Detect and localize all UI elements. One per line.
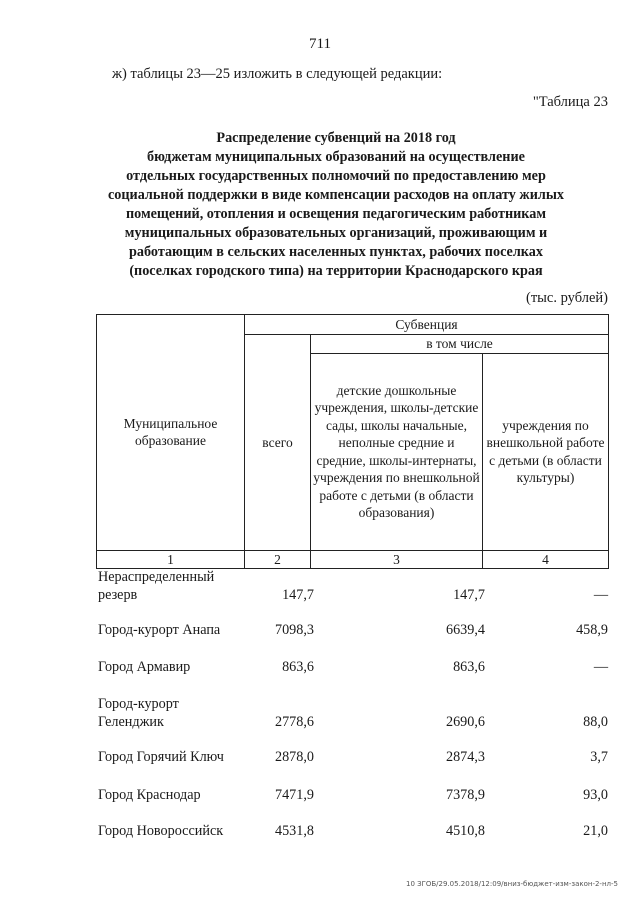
- row-name: Нераспределенный резерв: [98, 569, 215, 603]
- row-education: 863,6: [453, 659, 485, 675]
- header-education: детские дошкольные учреждения, школы-детские сады, школы начальные, неполные средние и средние, школы-интернаты, учреждения по внешкольной работе с детьми (в области образования): [311, 353, 483, 550]
- header-total: всего: [245, 335, 311, 551]
- row-total: 2778,6: [274, 714, 314, 730]
- row-total: 147,7: [282, 587, 314, 603]
- row-culture: 93,0: [583, 787, 608, 803]
- title-line: муниципальных образовательных организаций, проживающим и: [124, 225, 548, 241]
- header-subvention: Субвенция: [245, 315, 609, 335]
- row-total: 2878,0: [274, 749, 314, 765]
- title-line: Распределение субвенций на 2018 год: [216, 130, 456, 146]
- row-education: 6639,4: [445, 622, 485, 638]
- table-header: [96, 314, 609, 569]
- row-culture: —: [593, 659, 608, 675]
- title-line: (поселках городского типа) на территории Краснодарского края: [129, 263, 543, 279]
- row-culture: 458,9: [576, 622, 608, 638]
- row-total: 863,6: [282, 659, 314, 675]
- header-num-1: 1: [97, 550, 245, 569]
- row-total: 7471,9: [274, 787, 314, 803]
- header-culture: учреждения по внешкольной работе с детьми (в области культуры): [483, 353, 609, 550]
- row-culture: 88,0: [583, 714, 608, 730]
- row-total: 7098,3: [274, 622, 314, 638]
- footer-stamp: 10 ЗГОБ/29.05.2018/12:09/вниз-бюджет-изм-закон-2-нл-5: [405, 880, 618, 888]
- title-line: социальной поддержки в виде компенсации расходов на оплату жилых: [107, 187, 565, 203]
- row-name: Город Горячий Ключ: [98, 749, 224, 765]
- row-name: Город-курорт Геленджик: [98, 696, 179, 730]
- row-name: Город Новороссийск: [98, 823, 224, 839]
- row-education: 2690,6: [445, 714, 485, 730]
- page-number: 711: [309, 36, 331, 52]
- row-total: 4531,8: [274, 823, 314, 839]
- title-line: бюджетам муниципальных образований на осуществление: [147, 149, 525, 165]
- row-education: 2874,3: [445, 749, 485, 765]
- header-num-3: 3: [311, 550, 483, 569]
- row-education: 7378,9: [445, 787, 485, 803]
- row-name: Город-курорт Анапа: [98, 622, 221, 638]
- header-including: в том числе: [311, 335, 609, 354]
- title-line: отдельных государственных полномочий по предоставлению мер: [126, 168, 546, 184]
- row-education: 4510,8: [445, 823, 485, 839]
- row-culture: 21,0: [583, 823, 608, 839]
- header-municipality: Муниципальное образование: [97, 315, 245, 551]
- row-name: Город Армавир: [98, 659, 191, 675]
- header-num-2: 2: [245, 550, 311, 569]
- document-title: [86, 129, 586, 281]
- row-culture: 3,7: [590, 749, 608, 765]
- unit-label: (тыс. рублей): [526, 290, 608, 306]
- row-culture: —: [593, 587, 608, 603]
- header-num-4: 4: [483, 550, 609, 569]
- row-name: Город Краснодар: [98, 787, 201, 803]
- row-education: 147,7: [453, 587, 485, 603]
- title-line: работающим в сельских населенных пунктах, рабочих поселках: [129, 244, 543, 260]
- title-line: помещений, отопления и освещения педагогическим работникам: [125, 206, 547, 222]
- intro-text: ж) таблицы 23—25 изложить в следующей редакции:: [112, 66, 443, 82]
- table-tag: "Таблица 23: [532, 94, 608, 110]
